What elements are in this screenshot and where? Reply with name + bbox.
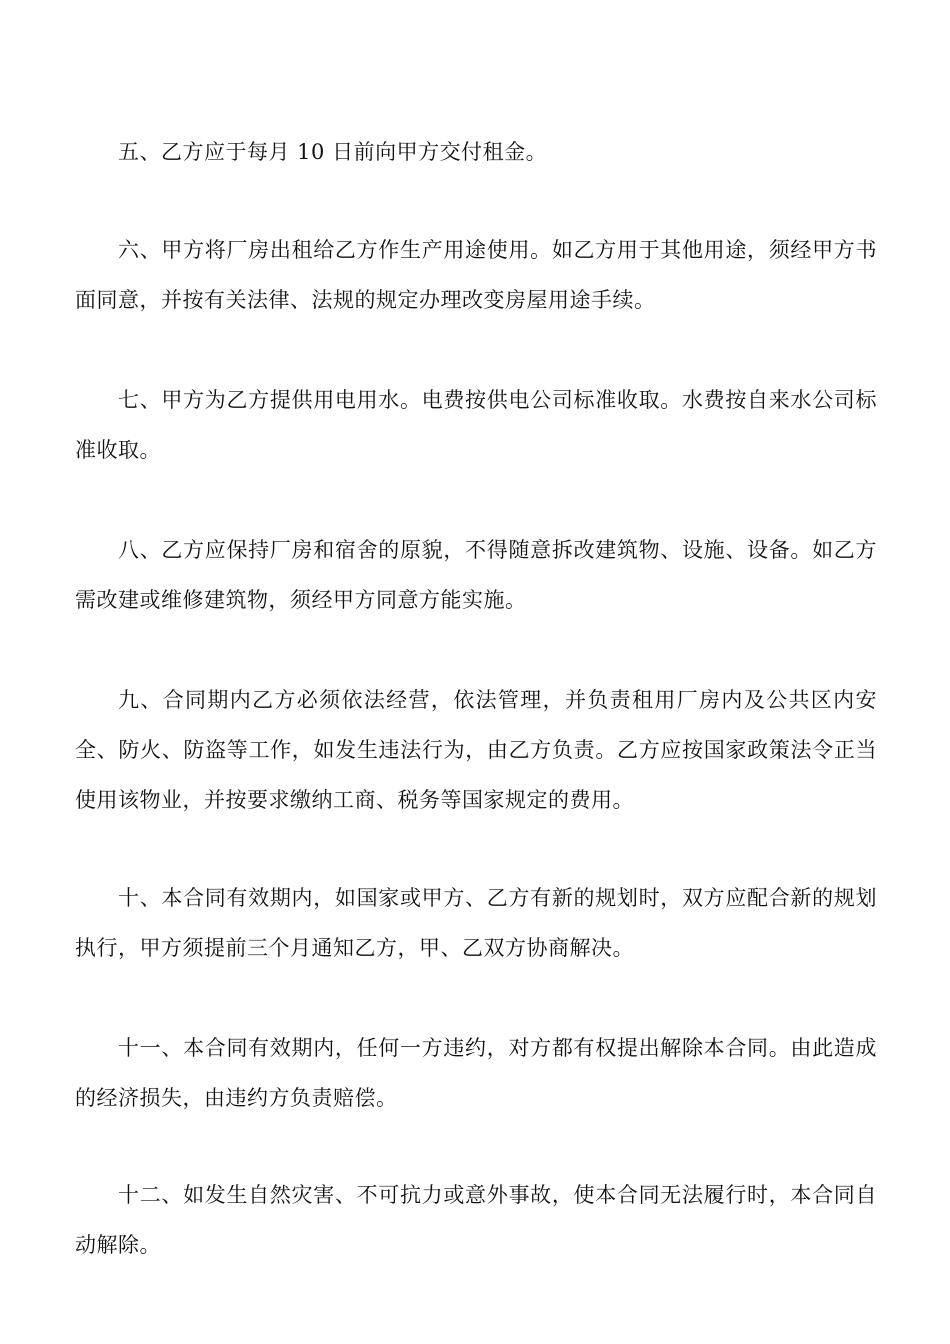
clause-10-paragraph: 十、本合同有效期内，如国家或甲方、乙方有新的规划时，双方应配合新的规划执行，甲方须提前三个月通知乙方，甲、乙双方协商解决。 xyxy=(75,886,877,960)
clause-9-paragraph: 九、合同期内乙方必须依法经营，依法管理，并负责租用厂房内及公共区内安全、防火、防盗等工作，如发生违法行为，由乙方负责。乙方应按国家政策法令正当使用该物业，并按要求缴纳工商、税务等国家规定的费用。 xyxy=(75,688,877,812)
clause-8-paragraph: 八、乙方应保持厂房和宿舍的原貌，不得随意拆改建筑物、设施、设备。如乙方需改建或维修建筑物，须经甲方同意方能实施。 xyxy=(75,538,877,612)
clause-7-paragraph: 七、甲方为乙方提供用电用水。电费按供电公司标准收取。水费按自来水公司标准收取。 xyxy=(75,388,877,462)
clause-12-paragraph: 十二、如发生自然灾害、不可抗力或意外事故，使本合同无法履行时，本合同自动解除。 xyxy=(75,1183,877,1257)
clause-5-paragraph: 五、乙方应于每月 10 日前向甲方交付租金。 xyxy=(118,140,548,164)
clause-6-paragraph: 六、甲方将厂房出租给乙方作生产用途使用。如乙方用于其他用途，须经甲方书面同意，并按有关法律、法规的规定办理改变房屋用途手续。 xyxy=(75,238,877,312)
clause-11-paragraph: 十一、本合同有效期内，任何一方违约，对方都有权提出解除本合同。由此造成的经济损失，由违约方负责赔偿。 xyxy=(75,1036,877,1110)
